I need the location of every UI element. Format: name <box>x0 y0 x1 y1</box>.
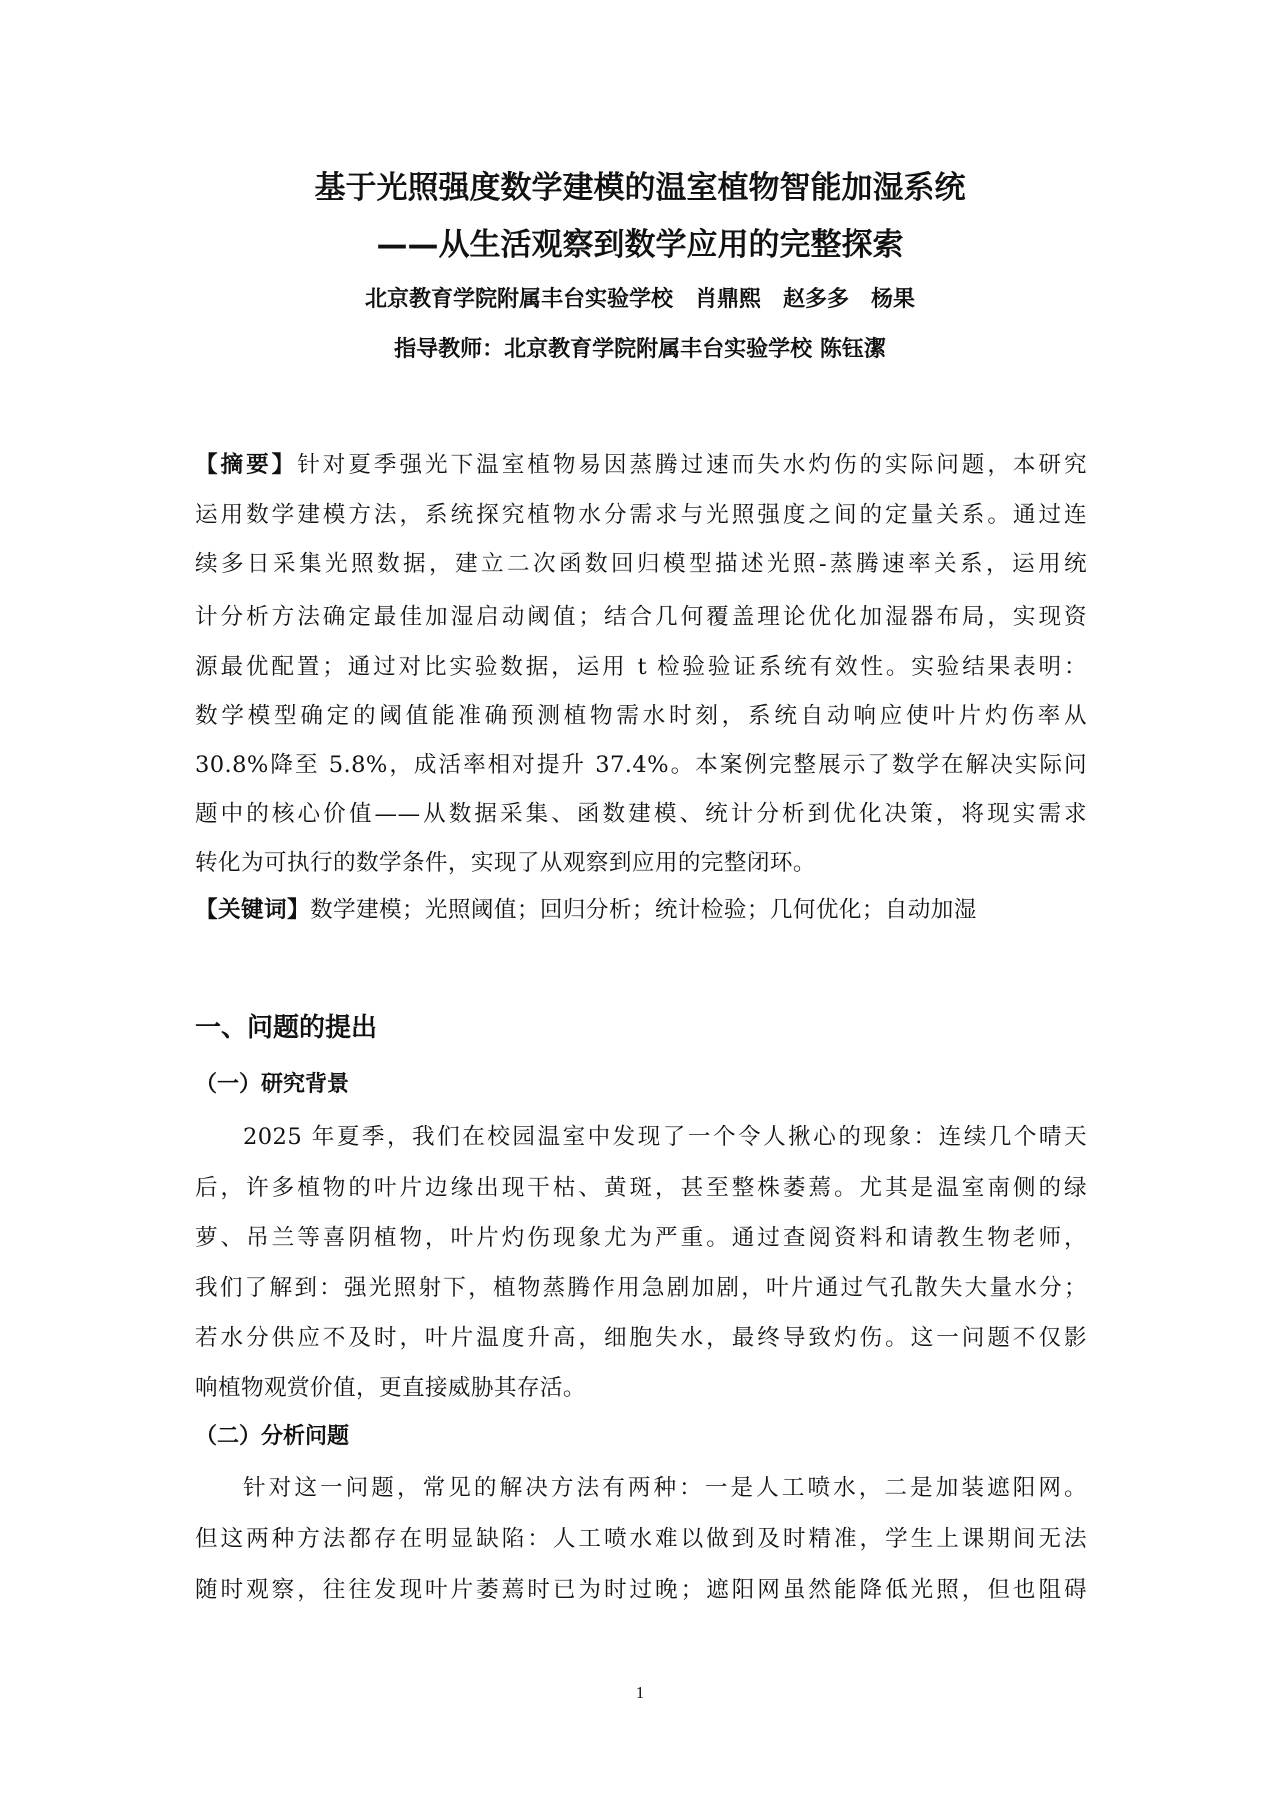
abstract-line: 运用数学建模方法，系统探究植物水分需求与光照强度之间的定量关系。通过连 <box>195 502 1087 528</box>
keywords-text: 数学建模；光照阈值；回归分析；统计检验；几何优化；自动加湿 <box>309 897 977 923</box>
body-line: 针对这一问题，常见的解决方法有两种：一是人工喷水，二是加装遮阳网。 <box>243 1475 1087 1501</box>
body-line: 响植物观赏价值，更直接威胁其存活。 <box>195 1375 586 1401</box>
body-line: 2025 年夏季，我们在校园温室中发现了一个令人揪心的现象：连续几个晴天 <box>243 1124 1087 1150</box>
body-line: 我们了解到：强光照射下，植物蒸腾作用急剧加剧，叶片通过气孔散失大量水分； <box>195 1275 1087 1301</box>
abstract-line: 计分析方法确定最佳加湿启动阈值；结合几何覆盖理论优化加湿器布局，实现资 <box>195 604 1087 630</box>
body-line: 但这两种方法都存在明显缺陷：人工喷水难以做到及时精准，学生上课期间无法 <box>195 1526 1087 1552</box>
body-line: 后，许多植物的叶片边缘出现干枯、黄斑，甚至整株萎蔫。尤其是温室南侧的绿 <box>195 1175 1087 1201</box>
page-number: 1 <box>635 1683 645 1702</box>
abstract-line: 题中的核心价值——从数据采集、函数建模、统计分析到优化决策，将现实需求 <box>195 801 1087 827</box>
body-line: 随时观察，往往发现叶片萎蔫时已为时过晚；遮阳网虽然能降低光照，但也阻碍 <box>195 1577 1087 1603</box>
abstract-label: 【摘要】 <box>195 452 298 478</box>
body-line: 萝、吊兰等喜阴植物，叶片灼伤现象尤为严重。通过查阅资料和请教生物老师， <box>195 1225 1087 1251</box>
abstract-line: 【摘要】针对夏季强光下温室植物易因蒸腾过速而失水灼伤的实际问题，本研究 <box>195 452 1087 478</box>
authors-line: 北京教育学院附属丰台实验学校 肖鼎熙 赵多多 杨果 <box>364 287 915 312</box>
abstract-line: 源最优配置；通过对比实验数据，运用 t 检验验证系统有效性。实验结果表明： <box>195 654 1087 680</box>
keywords-label: 【关键词】 <box>195 897 310 923</box>
abstract-line: 续多日采集光照数据，建立二次函数回归模型描述光照-蒸腾速率关系，运用统 <box>195 551 1087 577</box>
abstract-line: 数学模型确定的阈值能准确预测植物需水时刻，系统自动响应使叶片灼伤率从 <box>195 703 1087 729</box>
paper-subtitle: ——从生活观察到数学应用的完整探索 <box>376 227 904 263</box>
paper-title: 基于光照强度数学建模的温室植物智能加湿系统 <box>314 170 966 206</box>
body-line: 若水分供应不及时，叶片温度升高，细胞失水，最终导致灼伤。这一问题不仅影 <box>195 1325 1087 1351</box>
advisor-line: 指导教师：北京教育学院附属丰台实验学校 陈钰潔 <box>394 337 886 362</box>
section-heading: 一、问题的提出 <box>195 1013 378 1043</box>
subsection-heading: （一）研究背景 <box>195 1072 350 1097</box>
abstract-line: 转化为可执行的数学条件，实现了从观察到应用的完整闭环。 <box>195 850 816 876</box>
keywords-line <box>195 895 1087 925</box>
subsection-heading: （二）分析问题 <box>195 1424 350 1449</box>
abstract-line: 30.8%降至 5.8%，成活率相对提升 37.4%。本案例完整展示了数学在解决实际问 <box>195 752 1087 778</box>
